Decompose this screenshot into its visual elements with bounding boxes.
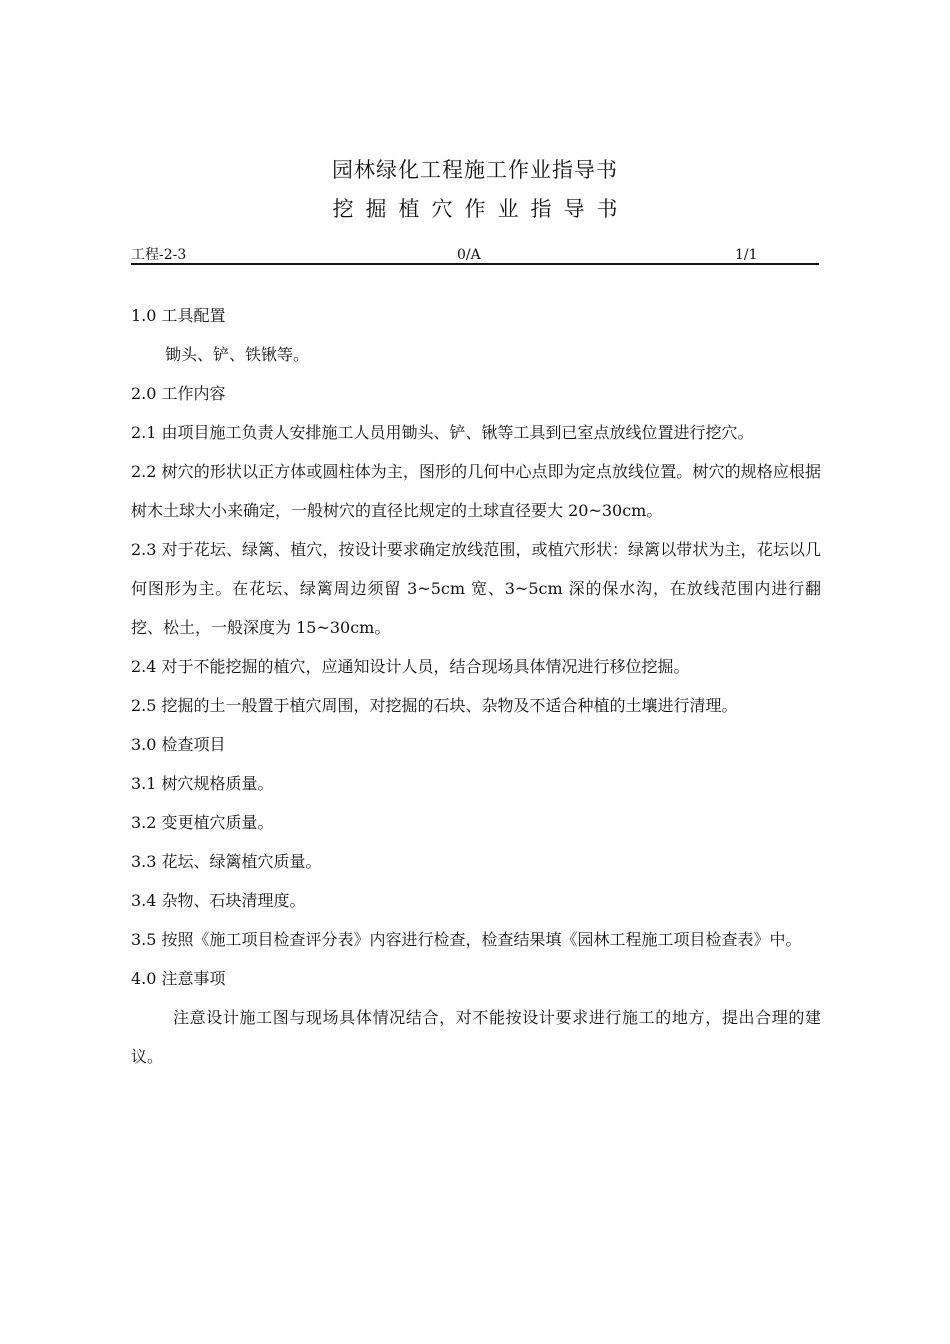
clause-2-4: 2.4 对于不能挖掘的植穴，应通知设计人员，结合现场具体情况进行移位挖掘。	[131, 657, 690, 676]
clause-3-2: 3.2 变更植穴质量。	[131, 813, 274, 832]
section-heading-tools: 1.0 工具配置	[131, 306, 226, 325]
clause-2-3: 2.3 对于花坛、绿篱、植穴，按设计要求确定放线范围，或植穴形状：绿篱以带状为主，花坛以几何图形为主。在花坛、绿篱周边须留 3~5cm 宽、3~5cm 深的保水沟，在放线范围内进行翻挖、松土，一般深度为 15~30cm。	[131, 540, 821, 637]
section-heading-work-content: 2.0 工作内容	[131, 384, 226, 403]
section-heading-notes: 4.0 注意事项	[131, 969, 226, 988]
document-header	[131, 245, 819, 265]
notes-text: 注意设计施工图与现场具体情况结合，对不能按设计要求进行施工的地方，提出合理的建议。	[131, 1008, 821, 1066]
clause-2-5: 2.5 挖掘的土一般置于植穴周围，对挖掘的石块、杂物及不适合种植的土壤进行清理。	[131, 696, 738, 715]
clause-2-2: 2.2 树穴的形状以正方体或圆柱体为主，图形的几何中心点即为定点放线位置。树穴的规格应根据树木土球大小来确定，一般树穴的直径比规定的土球直径要大 20~30cm。	[131, 462, 821, 520]
clause-3-5: 3.5 按照《施工项目检查评分表》内容进行检查，检查结果填《园林工程施工项目检查表》中。	[131, 930, 802, 949]
clause-3-1: 3.1 树穴规格质量。	[131, 774, 274, 793]
clause-2-1: 2.1 由项目施工负责人安排施工人员用锄头、铲、锹等工具到已室点放线位置进行挖穴。	[131, 423, 754, 442]
clause-3-3: 3.3 花坛、绿篱植穴质量。	[131, 852, 322, 871]
tools-list: 锄头、铲、铁锹等。	[165, 345, 310, 364]
document-code: 工程-2-3	[131, 247, 187, 263]
document-body	[131, 296, 821, 1076]
document-subtitle: 挖掘植穴作业指导书	[332, 197, 630, 221]
document-version: 0/A	[457, 247, 481, 263]
clause-3-4: 3.4 杂物、石块清理度。	[131, 891, 306, 910]
header-divider	[131, 263, 819, 265]
section-heading-inspection: 3.0 检查项目	[131, 735, 226, 754]
page-number: 1/1	[735, 247, 758, 263]
document-title: 园林绿化工程施工作业指导书	[332, 158, 618, 182]
